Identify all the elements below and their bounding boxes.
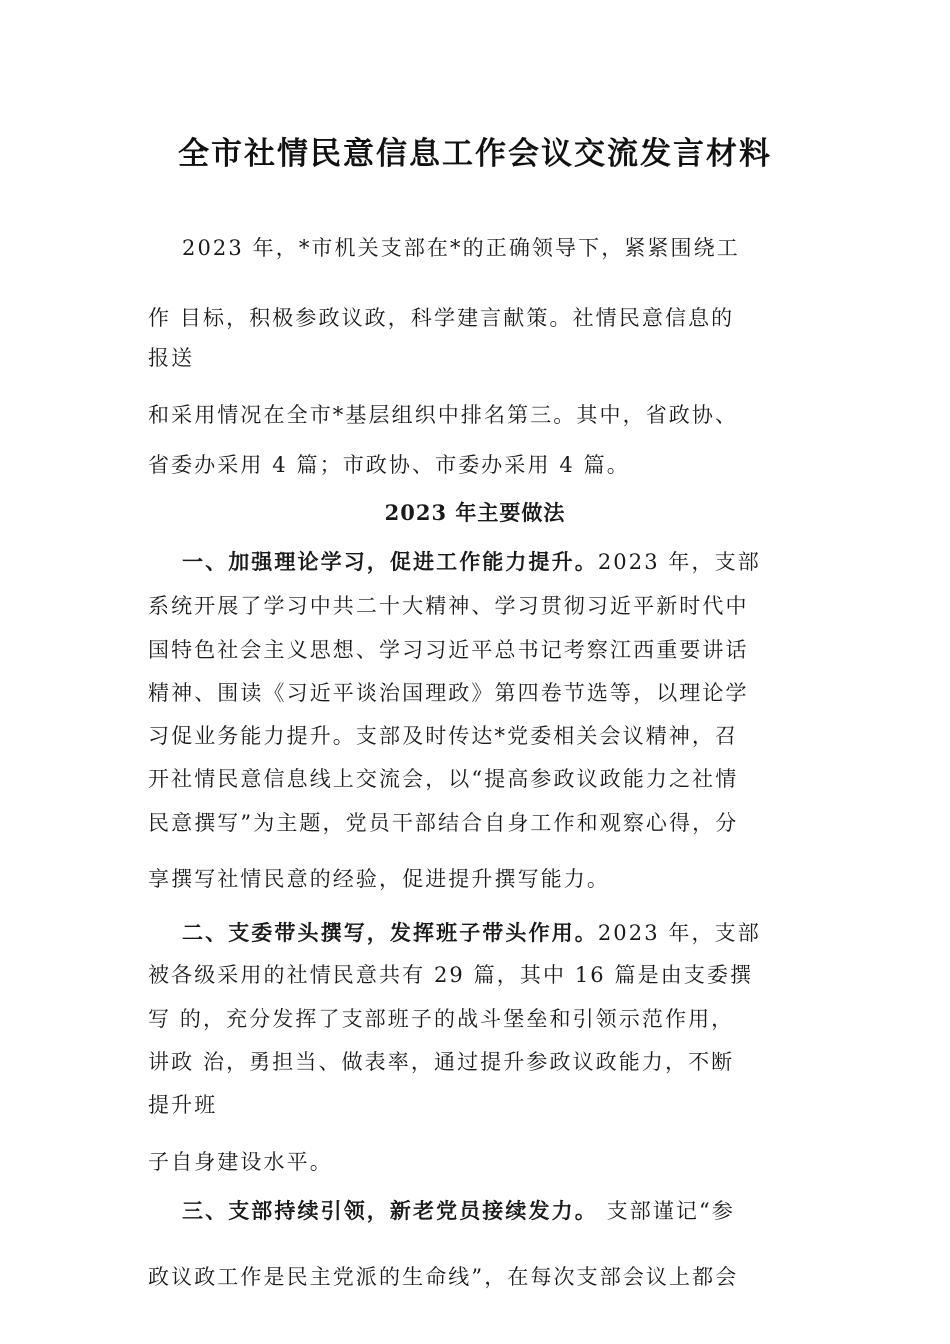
p2-line-5: 提升班	[148, 1093, 218, 1117]
p2-line-3: 写 的，充分发挥了支部班子的战斗堡垒和引领示范作用，	[148, 1007, 735, 1031]
intro-line-1: 2023 年，*市机关支部在*的正确领导下，紧紧围绕工	[182, 236, 740, 260]
intro-line-3: 报送	[148, 346, 195, 370]
p1-line-1	[182, 547, 761, 577]
p2-line-1-rest: 2023 年，支部	[597, 921, 761, 945]
section-heading: 2023 年主要做法	[384, 500, 566, 525]
p1-line-3: 国特色社会主义思想、学习习近平总书记考察江西重要讲话	[148, 638, 749, 662]
p1-line-2: 系统开展了学习中共二十大精神、学习贯彻习近平新时代中	[148, 594, 749, 618]
p1-line-4: 精神、围读《习近平谈治国理政》第四卷节选等，以理论学	[148, 681, 749, 705]
p1-line-6: 开社情民意信息线上交流会，以“提高参政议政能力之社情	[148, 767, 739, 791]
p2-heading: 二、支委带头撰写，发挥班子带头作用。	[182, 920, 598, 945]
p1-line-1-rest: 2023 年，支部	[597, 550, 761, 574]
p3-line-1	[182, 1196, 735, 1226]
intro-line-4: 和采用情况在全市*基层组织中排名第三。其中，省政协、	[148, 403, 739, 427]
document-title: 全市社情民意信息工作会议交流发言材料	[178, 136, 772, 172]
p1-line-7: 民意撰写”为主题，党员干部结合自身工作和观察心得，分	[148, 811, 739, 835]
p2-line-4: 讲政 治，勇担当、做表率，通过提升参政议政能力，不断	[148, 1050, 735, 1074]
intro-line-2: 作 目标，积极参政议政，科学建言献策。社情民意信息的	[148, 306, 735, 330]
p2-line-1	[182, 918, 761, 948]
p1-line-8: 享撰写社情民意的经验，促进提升撰写能力。	[148, 867, 610, 891]
p2-line-2: 被各级采用的社情民意共有 29 篇，其中 16 篇是由支委撰	[148, 963, 754, 987]
p3-line-2: 政议政工作是民主党派的生命线”，在每次支部会议上都会	[148, 1265, 739, 1289]
intro-line-5: 省委办采用 4 篇；市政协、市委办采用 4 篇。	[148, 453, 630, 477]
p1-heading: 一、加强理论学习，促进工作能力提升。	[182, 549, 598, 574]
p3-line-1-rest: 支部谨记“参	[597, 1199, 735, 1223]
p1-line-5: 习促业务能力提升。支部及时传达*党委相关会议精神，召	[148, 724, 739, 748]
p2-line-6: 子自身建设水平。	[148, 1150, 333, 1174]
p3-heading: 三、支部持续引领，新老党员接续发力。	[182, 1198, 598, 1223]
